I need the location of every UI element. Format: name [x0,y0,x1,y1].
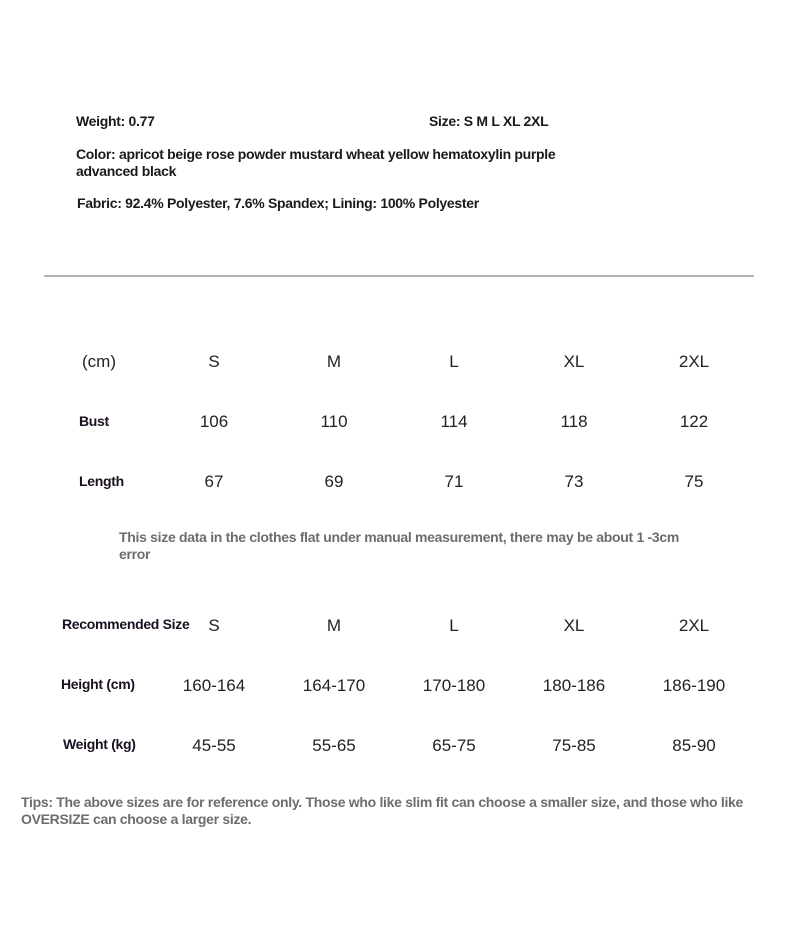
table-cell: 110 [320,412,348,431]
size-header: M [326,616,342,635]
table-cell: 114 [440,412,468,431]
row-label: Bust [79,413,109,429]
row-label: Length [79,473,124,489]
row-label: Height (cm) [61,676,135,692]
table-cell: 164-170 [302,676,366,695]
size-header: S [208,352,220,371]
size-header: 2XL [678,352,710,371]
measurement-note: This size data in the clothes flat under manual measurement, there may be about 1 -3cm error [119,529,680,562]
table-cell: 69 [324,472,344,491]
table-cell: 118 [560,412,588,431]
size-header: XL [563,352,585,371]
size-header: XL [563,616,585,635]
size-header: S [208,616,220,635]
size-header: M [326,352,342,371]
fabric-info: Fabric: 92.4% Polyester, 7.6% Spandex; Lining: 100% Polyester [77,195,479,211]
size-header: L [449,616,459,635]
table-cell: 45-55 [192,736,236,755]
table-cell: 180-186 [542,676,606,695]
table-cell: 71 [444,472,464,491]
table-cell: 85-90 [672,736,716,755]
size-info: Size: S M L XL 2XL [429,113,549,129]
table-cell: 67 [204,472,224,491]
color-info: Color: apricot beige rose powder mustard wheat yellow hematoxylin purple advanced black [76,146,556,179]
table-cell: 75 [684,472,704,491]
tips-text: Tips: The above sizes are for reference only. Those who like slim fit can choose a smaller size, and those who like OVERSIZE can choose a larger size. [21,794,744,827]
table-cell: 55-65 [312,736,356,755]
table-cell: 75-85 [552,736,596,755]
divider [44,275,754,277]
row-label: Recommended Size [62,616,190,632]
table-cell: 73 [564,472,584,491]
table-cell: 122 [679,412,709,431]
table-cell: 106 [199,412,229,431]
weight-info: Weight: 0.77 [76,113,155,129]
table-cell: 65-75 [432,736,476,755]
size-header: L [449,352,459,371]
table-cell: 170-180 [422,676,486,695]
unit-label: (cm) [82,352,116,371]
table-cell: 186-190 [662,676,726,695]
row-label: Weight (kg) [63,736,136,752]
table-cell: 160-164 [182,676,246,695]
size-header: 2XL [678,616,710,635]
